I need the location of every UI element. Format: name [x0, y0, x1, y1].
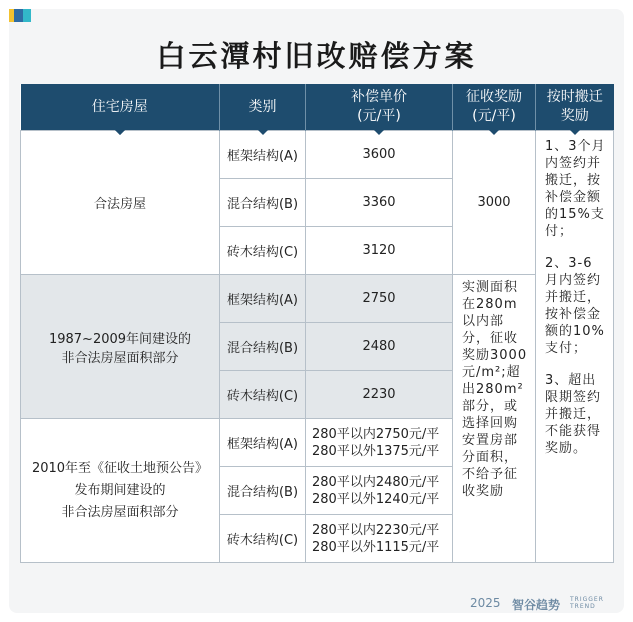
table-header-row: [21, 84, 614, 131]
brand-logo-mark: [9, 9, 31, 22]
price-cell: 3600: [306, 131, 453, 179]
header-price: 补偿单价 (元/平): [306, 84, 453, 131]
type-cell: 砖木结构(C): [220, 371, 306, 419]
type-cell: 框架结构(A): [220, 275, 306, 323]
price-cell: 3360: [306, 179, 453, 227]
type-cell: 混合结构(B): [220, 323, 306, 371]
type-cell: 框架结构(A): [220, 131, 306, 179]
group-label-1987-2009: 1987~2009年间建设的 非合法房屋面积部分: [21, 275, 220, 419]
price-cell: 3120: [306, 227, 453, 275]
header-house: 住宅房屋: [21, 84, 220, 131]
price-cell: 280平以内2230元/平 280平以外1115元/平: [306, 515, 453, 563]
brand-watermark: [470, 596, 620, 612]
relocate-rule-3: 3、超出限期签约并搬迁，不能获得奖励。: [545, 373, 602, 456]
brand-name-en: TRIGGER TREND: [570, 596, 604, 610]
type-cell: 砖木结构(C): [220, 227, 306, 275]
relocate-rule-1: 1、3个月内签约并搬迁，按补偿金额的15%支付；: [545, 139, 606, 239]
price-cell: 2750: [306, 275, 453, 323]
header-type: 类别: [220, 84, 306, 131]
relocate-rule-2: 2、3-6月内签约并搬迁，按补偿金额的10%支付；: [545, 256, 605, 356]
type-cell: 混合结构(B): [220, 467, 306, 515]
brand-name: 智谷趋势: [512, 598, 561, 612]
type-cell: 混合结构(B): [220, 179, 306, 227]
compensation-table: [20, 84, 614, 563]
price-cell: 2230: [306, 371, 453, 419]
price-cell: 2480: [306, 323, 453, 371]
reward-legal-cell: 3000: [453, 131, 536, 275]
header-reward: 征收奖励 (元/平): [453, 84, 536, 131]
table-row: [21, 131, 614, 179]
header-relocate: 按时搬迁 奖励: [536, 84, 614, 131]
reward-other-cell: 实测面积在280m以内部分，征收奖励3000元/m²;超出280m²部分，或选择回购安置房部分面积，不给予征收奖励: [453, 275, 536, 563]
type-cell: 砖木结构(C): [220, 515, 306, 563]
type-cell: 框架结构(A): [220, 419, 306, 467]
group-label-2010-onward: 2010年至《征收土地预公告》 发布期间建设的 非合法房屋面积部分: [21, 419, 220, 563]
price-cell: 280平以内2750元/平 280平以外1375元/平: [306, 419, 453, 467]
table-row: [21, 275, 614, 323]
price-cell: 280平以内2480元/平 280平以外1240元/平: [306, 467, 453, 515]
page-title: 白云潭村旧改赔偿方案: [156, 39, 477, 73]
group-label-legal: 合法房屋: [21, 131, 220, 275]
brand-year: 2025: [470, 596, 501, 610]
relocate-reward-cell: [536, 131, 614, 563]
